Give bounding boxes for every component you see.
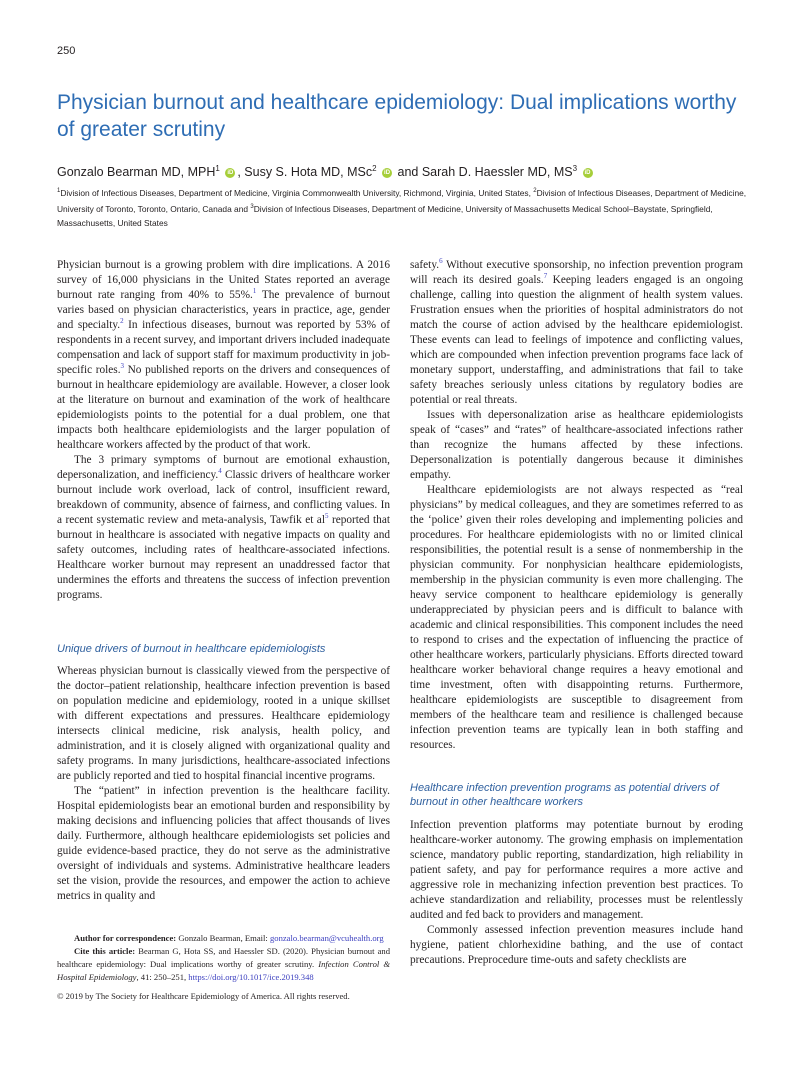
journal: Infection Control & Hospital Epidemiology — [57, 959, 390, 982]
paragraph — [57, 453, 390, 603]
author-name: Sarah D. Haessler MD, MS — [421, 165, 573, 180]
paragraph — [410, 258, 743, 408]
author-name: Gonzalo Bearman MD, MPH — [57, 165, 216, 180]
text: Bearman G, Hota SS, and Haessler SD. (2020). Physician burnout and healthcare epidemiology: Dual implications worthy of greater scrutiny. — [57, 946, 390, 969]
right-column-top — [410, 258, 743, 753]
right-column-bottom — [410, 818, 743, 968]
author-name: Susy S. Hota MD, MSc — [244, 165, 373, 180]
affiliation-marker: 3 — [250, 203, 254, 210]
text: Physician burnout is a growing problem with dire implications. A 2016 survey of 16,000 physicians in the United States reported an average burnout rate ranging from 40% to 55%. — [57, 259, 390, 301]
text: safety. — [410, 259, 440, 271]
paragraph: Healthcare epidemiologists are not always respected as “real physicians” by medical colleagues, and they are sometimes referred to as the ‘police’ given their roles developing and implementing policies and procedures. For healthcare epidemiologists with no or limited clinical responsibilities, the potential result is a sense of nonmembership in the physician community. For nonphysician healthcare epidemiologists, membership in the physician community is even more challenging. The heavy service component to healthcare epidemiology is generally underappreciated by physician peers and is difficult to balance with academic and clinical responsibilities. This component includes the need to respond to crises and the expectation of influencing the practice of other healthcare workers, particularly physicians. Efforts directed toward healthcare worker behavioral change requires a heavy emotional and time investment, often with disappointing returns. Furthermore, healthcare epidemiologists are susceptible to disagreement from members of the healthcare team and resilience is challenged because infection prevention teams are typically lean in both staffing and resources. — [410, 484, 743, 751]
reference-link[interactable]: 3 — [120, 362, 125, 371]
text: Gonzalo Bearman, Email: — [176, 933, 270, 943]
doi-link[interactable]: https://doi.org/10.1017/ice.2019.348 — [188, 972, 314, 982]
paragraph: Whereas physician burnout is classically viewed from the perspective of the doctor–patient relationship, healthcare infection prevention is based on population medicine and epidemiology, rooted in a unique skillset with different expectations and pressures. Healthcare epidemiology intersects clinical medicine, risk analysis, health policy, and administration, and it is closely aligned with organizational quality and safety programs. In many jurisdictions, healthcare-associated infections are publicly reported and tied to hospital financial incentive programs. — [57, 665, 390, 782]
affiliation-marker: 2 — [372, 164, 377, 173]
email-link[interactable]: gonzalo.bearman@vcuhealth.org — [269, 933, 384, 943]
label: Cite this article: — [74, 946, 136, 956]
text: Without executive sponsorship, no infection prevention program will reach its desired goals. — [410, 259, 743, 286]
affiliation-marker: 1 — [57, 188, 61, 194]
affiliation-marker: 1 — [215, 164, 220, 173]
text: The 3 primary symptoms of burnout are emotional exhaustion, depersonalization, and inefficiency. — [57, 454, 390, 481]
left-column-bottom — [57, 664, 390, 904]
reference-link[interactable]: 6 — [439, 257, 443, 266]
citation — [57, 945, 390, 984]
text: The prevalence of burnout varies based on physician characteristics, years in practice, age, gender and specialty. — [57, 289, 390, 331]
orcid-icon[interactable]: iD — [227, 169, 234, 176]
affiliation: Division of Infectious Diseases, Department of Medicine, Virginia Commonwealth University, Richmond, Virginia, United States, — [60, 187, 534, 198]
reference-link[interactable]: 1 — [252, 287, 257, 296]
separator: , — [237, 165, 245, 180]
section-heading: Unique drivers of burnout in healthcare epidemiologists — [57, 643, 326, 655]
reference-link[interactable]: 7 — [543, 272, 548, 281]
paragraph: Issues with depersonalization arise as healthcare epidemiologists speak of “cases” and “rates” of healthcare-associated infections rather than recognize the humans affected by these infections. Depersonalization is potentially dangerous because it diminishes empathy. — [410, 409, 743, 481]
paragraph: The “patient” in infection prevention is the healthcare facility. Hospital epidemiologists bear an emotional burden and responsibility by making decisions and influencing policies that affect thousands of lives daily. Furthermore, although healthcare epidemiologists set policies and guide evidence-based practice, they do not serve as the administrative oversight of individuals and systems. Administrative healthcare leaders set the vision, provide the resources, and empower the action to achieve metrics in quality and — [57, 785, 390, 902]
affiliations — [57, 184, 747, 230]
text: , 41: 250–251, — [136, 972, 189, 982]
reference-link[interactable]: 5 — [324, 512, 329, 521]
text: Classic drivers of healthcare worker burnout include work overload, lack of control, insufficient reward, breakdown of community, absence of fairness, and conflicting values. In a recent systematic review and meta-analysis, Tawfik et al — [57, 469, 390, 526]
section-heading: Healthcare infection prevention programs as potential drivers of burnout in other healthcare workers — [410, 782, 719, 808]
paragraph — [57, 258, 390, 453]
text: Keeping leaders engaged is an ongoing challenge, calling into question the alignment of health system values. Frustration ensues when the priorities of hospital administrators do not match the course of action advised by the healthcare epidemiologist. These events can lead to feelings of impotence and conflicting values, which are compounded when infection prevention programs face lack of monetary support, understaffing, and administrations that fail to take safety breaches seriously unless citations by regulatory bodies are potential or real threats. — [410, 274, 743, 406]
article-title: Physician burnout and healthcare epidemiology: Dual implications worthy of greater scrutiny — [57, 91, 737, 141]
page-number: 250 — [57, 45, 76, 57]
correspondence — [57, 932, 390, 945]
reference-link[interactable]: 4 — [218, 467, 222, 476]
text: In infectious diseases, burnout was reported by 53% of respondents in a recent survey, and important drivers included inadequate compensation and lack of support staff for maximum productivity in job-specific roles. — [57, 319, 390, 376]
affiliation-marker: 3 — [572, 164, 578, 173]
left-column-top — [57, 258, 390, 603]
affiliation-marker: 2 — [533, 188, 537, 194]
text: reported that burnout in healthcare is associated with negative impacts on quality and safety outcomes, including rates of healthcare-associated infections. Healthcare worker burnout may represent an unaddressed factor that undermines the efforts and threatens the success of infection prevention programs. — [57, 514, 390, 601]
label: Author for correspondence: — [74, 933, 177, 943]
affiliation: Division of Infectious Diseases, Department of Medicine, University of Toronto, Toronto, Ontario, Canada and — [57, 187, 747, 214]
orcid-icon[interactable]: iD — [584, 169, 591, 176]
affiliation: Division of Infectious Diseases, Department of Medicine, University of Massachusetts Medical School–Baystate, Springfield, Massachusetts, United States — [57, 203, 713, 228]
orcid-icon[interactable]: iD — [384, 169, 391, 176]
footnote — [57, 932, 390, 984]
text: No published reports on the drivers and consequences of burnout in healthcare epidemiology are available. However, a closer look at the literature on burnout and examination of the work of healthcare epidemiologists points to the potential for a dual problem, one that impacts both healthcare epidemiologists and the larger population of healthcare workers affected by the product of that work. — [57, 364, 390, 451]
copyright: © 2019 by The Society for Healthcare Epidemiology of America. All rights reserved. — [57, 991, 350, 1001]
paragraph: Infection prevention platforms may potentiate burnout by eroding healthcare-worker autonomy. The growing emphasis on implementation science, mandatory public reporting, standardization, high reliability in patient safety, and pay for performance requires a more active and aggressive role in mechanizing infection prevention best practices. To achieve standardization and reliability, processes must be relentlessly audited and fed back to providers and management. — [410, 819, 743, 921]
reference-link[interactable]: 2 — [120, 317, 124, 326]
author-list — [57, 164, 595, 179]
paragraph: Commonly assessed infection prevention measures include hand hygiene, patient chlorhexidine bathing, and the use of contact precautions. Preprocedure time-outs and safety checklists are — [410, 924, 743, 966]
separator: and — [394, 165, 422, 180]
